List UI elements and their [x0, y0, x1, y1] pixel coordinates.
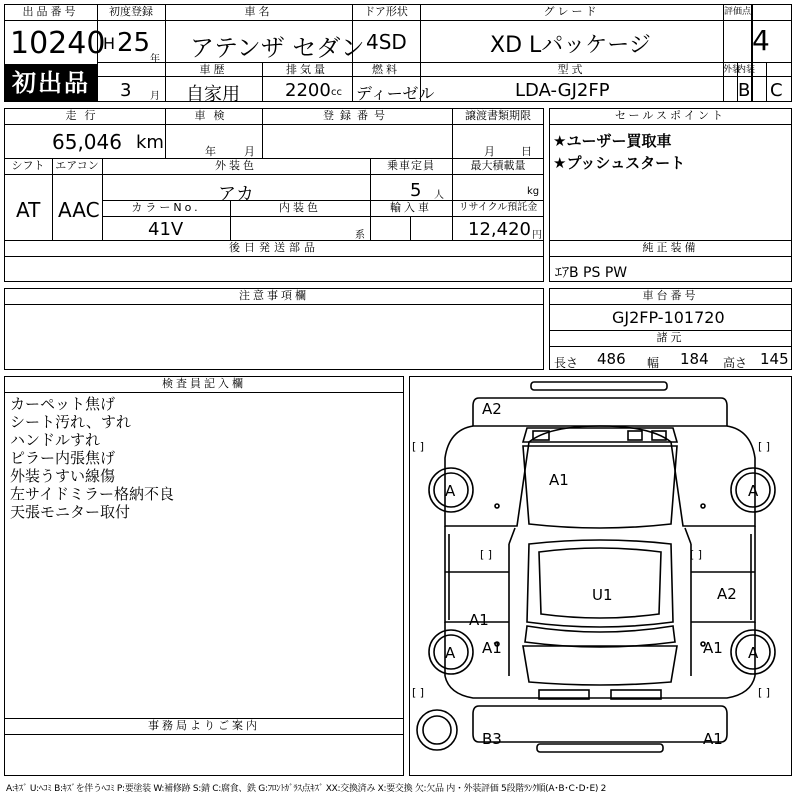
damage-mark: B3: [482, 730, 502, 748]
damage-mark: A1: [703, 639, 723, 657]
bracket: [ ]: [758, 440, 771, 453]
equipment: ｴｱB PS PW: [555, 265, 628, 281]
recycle-label: リサイクル預託金: [458, 202, 538, 213]
shift-label: シフト: [11, 159, 45, 172]
interior-label: 内装: [737, 65, 756, 75]
color-no-label: カラーNo.: [131, 201, 201, 214]
damage-mark: A1: [482, 639, 502, 657]
era: H: [103, 34, 116, 53]
office-label: 事務局よりご案内: [148, 719, 260, 732]
caution-label: 注意事項欄: [239, 289, 309, 302]
reg-no-label: 登録番号: [323, 109, 391, 122]
dims-label: 諸元: [656, 331, 685, 344]
first-listing-badge: 初出品: [5, 65, 97, 101]
bracket: [ ]: [758, 686, 771, 699]
displacement: 2200: [285, 80, 331, 101]
ac: AAC: [58, 198, 100, 222]
mileage-label: 走行: [65, 109, 104, 122]
door-type: 4SD: [366, 30, 407, 54]
fuel: ディーゼル: [356, 84, 435, 103]
score-value: 4: [752, 24, 770, 57]
bracket: [ ]: [412, 440, 425, 453]
int-color-label: 内装色: [279, 201, 321, 214]
inspection-label: 車検: [194, 109, 233, 122]
capacity-label: 乗車定員: [387, 159, 435, 172]
damage-mark: A: [445, 644, 456, 662]
length: 486: [597, 350, 626, 368]
sales-point-label: セールスポイント: [614, 109, 726, 122]
sales-point-2: ★プッシュスタート: [553, 154, 686, 172]
bracket: [ ]: [412, 686, 425, 699]
color: アカ: [218, 184, 254, 205]
chassis-label: 車台番号: [642, 289, 699, 302]
car-diagram: [409, 376, 792, 776]
grade-label: グレード: [543, 5, 600, 18]
capacity: 5: [410, 180, 422, 201]
damage-mark: A1: [469, 611, 489, 629]
inspector-note: 左サイドミラー格納不良: [10, 485, 174, 503]
history: 自家用: [186, 84, 240, 105]
recycle-fee: 12,420: [468, 219, 531, 240]
damage-mark: A1: [549, 471, 569, 489]
bracket: [ ]: [690, 548, 703, 561]
door-label: ドア形状: [364, 5, 408, 18]
inspector-note: 外装うすい線傷: [10, 467, 116, 485]
model-label: 型式: [557, 63, 586, 76]
damage-mark: U1: [592, 586, 613, 604]
height: 145: [760, 350, 789, 368]
inspector-note: シート汚れ、すれ: [10, 413, 131, 431]
inspector-note: カーペット焦げ: [10, 395, 116, 413]
inspector-label: 検査員記入欄: [162, 377, 246, 390]
color-no: 41V: [148, 219, 184, 240]
inspector-note: 天張モニター取付: [10, 503, 131, 521]
damage-mark: A: [748, 644, 759, 662]
inspector-note: ハンドルすれ: [10, 431, 101, 449]
width: 184: [680, 350, 709, 368]
car-name-label: 車名: [244, 5, 273, 18]
lot-number: 10240: [10, 26, 106, 61]
equipment-label: 純正装備: [642, 241, 699, 254]
model: LDA-GJ2FP: [515, 80, 610, 101]
reg-month: 3: [120, 80, 132, 101]
transfer-label: 譲渡書類期限: [465, 109, 531, 122]
fuel-label: 燃料: [372, 63, 400, 76]
damage-mark: A2: [482, 400, 502, 418]
import-label: 輸入車: [390, 201, 432, 214]
mileage: 65,046: [52, 130, 122, 154]
first-reg-label: 初度登録: [109, 5, 153, 18]
history-label: 車歴: [199, 63, 228, 76]
inspector-note: ピラー内張焦げ: [10, 449, 116, 467]
grade: XD Lパッケージ: [490, 33, 651, 58]
reg-year: 25: [117, 28, 151, 58]
lot-no-label: 出品番号: [22, 5, 79, 18]
later-parts-label: 後日発送部品: [229, 241, 319, 254]
damage-mark: A: [748, 482, 759, 500]
damage-legend: A:ｷｽﾞ U:ﾍｺﾐ B:ｷｽﾞを伴うﾍｺﾐ P:要塗装 W:補修跡 S:錆 C:腐食、鉄 G:ﾌﾛﾝﾄｶﾞﾗｽ点ｷｽﾞ XX:交換済み X:要交換 欠:欠品 内・外装評価 5段階ﾗﾝｸ順(A･B･C･D･E) 2: [6, 784, 607, 794]
damage-mark: A2: [717, 585, 737, 603]
chassis-number: GJ2FP-101720: [612, 308, 725, 327]
load-label: 最大積載量: [470, 159, 526, 172]
car-name: アテンザ セダン: [190, 34, 365, 62]
exterior-grade: B: [738, 80, 751, 101]
bracket: [ ]: [480, 548, 493, 561]
displacement-label: 排気量: [286, 63, 328, 76]
score-label: 評価点: [723, 7, 751, 17]
exterior-label: 外装: [723, 65, 742, 75]
interior-grade: C: [770, 80, 783, 101]
shift: AT: [16, 198, 41, 222]
damage-mark: A: [445, 482, 456, 500]
sales-point-1: ★ユーザー買取車: [553, 132, 672, 150]
damage-mark: A1: [703, 730, 723, 748]
ac-label: エアコン: [55, 159, 99, 172]
color-label: 外装色: [215, 159, 257, 172]
